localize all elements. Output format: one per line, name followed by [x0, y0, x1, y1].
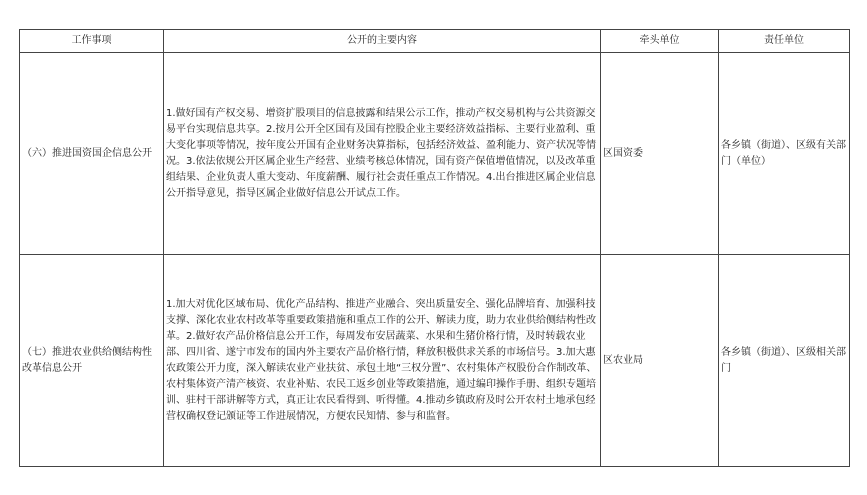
header-lead-unit: 牵头单位: [601, 30, 719, 53]
lead-unit-cell: 区农业局: [601, 255, 719, 467]
work-item-cell: （六）推进国资国企信息公开: [20, 53, 164, 255]
table-row: [20, 255, 850, 467]
responsible-unit-cell: 各乡镇（街道）、区级有关部门（单位）: [719, 53, 850, 255]
info-disclosure-table: [19, 29, 850, 467]
table-row: [20, 53, 850, 255]
main-content-cell: 1.做好国有产权交易、增资扩股项目的信息披露和结果公示工作，推动产权交易机构与公共资源交易平台实现信息共享。2.按月公开全区国有及国有控股企业主要经济效益指标、主要行业盈利、重大变化事项等情况，按年度公开国有企业财务决算指标，包括经济效益、盈利能力、资产状况等情况。3.依法依规公开区属企业生产经营、业绩考核总体情况，国有资产保值增值情况，以及改革重组结果、企业负责人重大变动、年度薪酬、履行社会责任重点工作情况。4.出台推进区属企业信息公开指导意见，指导区属企业做好信息公开试点工作。: [164, 53, 601, 255]
header-main-content: 公开的主要内容: [164, 30, 601, 53]
responsible-unit-cell: 各乡镇（街道）、区级相关部门: [719, 255, 850, 467]
header-responsible-unit: 责任单位: [719, 30, 850, 53]
main-content-cell: 1.加大对优化区域布局、优化产品结构、推进产业融合、突出质量安全、强化品牌培育、加强科技支撑、深化农业农村改革等重要政策措施和重点工作的公开、解读力度，助力农业供给侧结构性改革。2.做好农产品价格信息公开工作，每周发布安居蔬菜、水果和生猪价格行情，及时转载农业部、四川省、遂宁市发布的国内外主要农产品价格行情，释放积极供求关系的市场信号。3.加大惠农政策公开力度，深入解读农业产业扶贫、承包土地“三权分置”、农村集体产权股份合作制改革、农村集体资产清产核资、农业补贴、农民工返乡创业等政策措施，通过编印操作手册、组织专题培训、驻村干部讲解等方式，真正让农民看得到、听得懂。4.推动乡镇政府及时公开农村土地承包经营权确权登记颁证等工作进展情况，方便农民知情、参与和监督。: [164, 255, 601, 467]
work-item-cell: （七）推进农业供给侧结构性改革信息公开: [20, 255, 164, 467]
table-header-row: [20, 30, 850, 53]
header-work-item: 工作事项: [20, 30, 164, 53]
lead-unit-cell: 区国资委: [601, 53, 719, 255]
